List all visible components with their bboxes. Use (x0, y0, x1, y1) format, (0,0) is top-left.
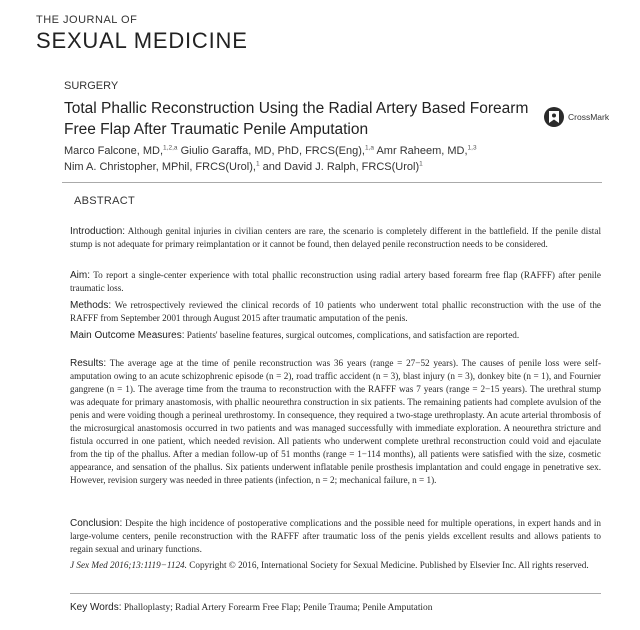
results-label: Results: (70, 358, 107, 369)
author-list (64, 143, 584, 175)
crossmark-badge[interactable] (544, 107, 624, 129)
abstract-introduction (70, 225, 601, 251)
introduction-text: Although genital injuries in civilian centers are rare, the scenario is completely different in the battlefield. If the penile distal stump is not adequate for primary reimplantation or it cannot be found, then delayed penile reconstruction needs to be considered. (70, 226, 601, 249)
author-name: Nim A. Christopher, MPhil, FRCS(Urol), (64, 161, 256, 173)
abstract-methods (70, 299, 601, 325)
journal-name-large: SEXUAL MEDICINE (36, 28, 248, 53)
aim-text: To report a single-center experience with total phallic reconstruction using radial artery based forearm free flap (RAFFF) after penile traumatic loss. (70, 270, 601, 293)
article-title: Total Phallic Reconstruction Using the Radial Artery Based Forearm Free Flap After Traumatic Penile Amputation (64, 100, 529, 138)
results-text: The average age at the time of penile reconstruction was 36 years (range = 27−52 years). The causes of penile loss were self-amputation owing to an acute schizophrenic episode (n = 2), road traffic accident (n = 3), blast injury (n = 3), donkey bite (n = 1), and Fournier gangrene (n = 1). The average time from the trauma to reconstruction with the RAFFF was 7 years (range = 2−15 years). The urethral stump was adequate for primary anastomosis, with phallic neourethra construction in six patients. The remaining patients had complete avulsion of the penis and were voiding though a perineal urethrostomy. In consequence, they required a two-stage urethroplasty. An acute arterial thrombosis of the microsurgical anastomosis occurred in two patients and was managed successfully with immediate exploration. A neourethra stricture and fistula occurred in one patient, which needed revision. All patients who underwent complete urethral reconstruction could void and ejaculate from the tip of the phallus. After a median follow-up of 51 months (range = 1−114 months), all patients were satisfied with the size, cosmetic appearance, and sensation of the phallus. Six patients underwent inflatable penile prosthesis implantation and could engage in penetrative sex. However, revision surgery was needed in three patients (infection, n = 2; mechanical failure, n = 1). (70, 358, 602, 485)
citation (70, 559, 601, 572)
methods-label: Methods: (70, 300, 112, 311)
keywords-text: Phalloplasty; Radial Artery Forearm Free Flap; Penile Trauma; Penile Amputation (123, 603, 433, 613)
abstract-conclusion (70, 517, 601, 556)
outcome-text: Patients' baseline features, surgical outcomes, complications, and satisfaction are reported. (186, 330, 520, 340)
author-affiliation: 1,2,a (163, 144, 178, 152)
author-affiliation: 1,3 (467, 144, 477, 152)
conclusion-label: Conclusion: (70, 518, 123, 529)
abstract-results (70, 357, 601, 487)
author-name: Giulio Garaffa, MD, PhD, FRCS(Eng), (180, 145, 365, 157)
journal-name-small: THE JOURNAL OF (36, 14, 138, 26)
abstract-outcome-measures (70, 329, 601, 342)
introduction-label: Introduction: (70, 226, 126, 237)
aim-label: Aim: (70, 270, 90, 281)
author-name: and David J. Ralph, FRCS(Urol) (262, 161, 420, 173)
keywords-label: Key Words: (70, 602, 122, 613)
section-label: SURGERY (64, 80, 119, 92)
abstract-aim (70, 269, 601, 295)
author-affiliation: 1 (419, 160, 423, 168)
author-name: Amr Raheem, MD, (376, 145, 468, 157)
author-affiliation: 1 (255, 160, 260, 168)
author-name: Marco Falcone, MD, (64, 145, 164, 157)
abstract-box (62, 182, 602, 622)
crossmark-icon (544, 107, 564, 127)
citation-reference: J Sex Med 2016;13:1119−1124. (70, 560, 187, 570)
keywords (70, 593, 601, 613)
abstract-heading: ABSTRACT (74, 195, 136, 207)
author-affiliation: 1,a (364, 144, 375, 152)
outcome-label: Main Outcome Measures: (70, 330, 185, 341)
citation-copyright: Copyright © 2016, International Society for Sexual Medicine. Published by Elsevier Inc. All rights reserved. (189, 560, 589, 570)
crossmark-label: CrossMark (568, 112, 610, 122)
methods-text: We retrospectively reviewed the clinical records of 10 patients who underwent total phallic reconstruction with the use of the RAFFF from September 2001 through August 2015 after traumatic amputation of the penis. (70, 300, 601, 323)
conclusion-text: Despite the high incidence of postoperative complications and the possible need for multiple operations, in expert hands and in large-volume centers, penile reconstruction with the RAFFF after traumatic loss of the penis yields excellent results and allows patients to regain sexual and urinary functions. (70, 518, 601, 554)
